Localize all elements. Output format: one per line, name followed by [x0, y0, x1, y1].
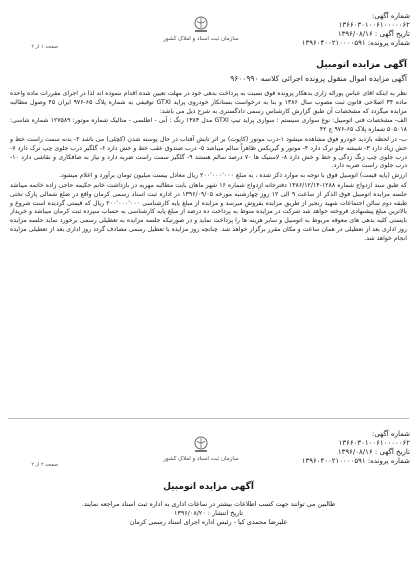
notice-title: آگهی مزایده اتومبیل [163, 482, 254, 492]
notice-date: تاریخ آگهی : ۱۳۹۶/۰۸/۱۶ [337, 448, 410, 456]
notice-number: شماره آگهی: ۱۳۶۶۰۳۰۱۰۰۶۱۰۰۰۰۰۶۲ [338, 430, 410, 447]
org-name: سازمان ثبت اسناد و املاک کشور [163, 36, 239, 42]
info-line: طالبین می توانند جهت کسب اطلاعات بیشتر در ساعات اداری به اداره ثبت اسناد مراجعه نمایند. [81, 500, 336, 508]
notice-subtitle: آگهی مزایده اموال منقول پرونده اجرائی کلاسه ۹۶۰۰۹۹۰ [230, 74, 407, 83]
emblem-icon [188, 14, 214, 36]
paragraph-auction-terms: که طبق سند ازدواج شماره ۱۲۸۸-۱۳۸۶/۱۲/۱۴ دفترخانه ازدواج شماره ۱۶ شهر ماهان بابت مطالبه مهریه در بازداشت خانم حکیمه حاجی زاده خاتمه میباشد جلسه مزایده اتومبیل فوق الذکر از ساعت ۹ الی ۱۲ روز چهارشنبه مورخه ۱۳۹۶/۰۹/۰۵ در اداره ثبت اسناد رسمی کرمان واقع در ضلع شمالی پارک تختی طبقه دوم سالن اجتماعات شهید رنجبر از طریق مزایده بفروش میرسد و مزایده از مبلغ پایه کارشناسی ۲۰۰٬۰۰۰٬۰۰۰ ریال که قیمتی گردیده است شروع و بالاترین مبلغ پیشنهادی فروخته خواهد شد شرکت در مزایده منوط به پرداخت ده درصد از مبلغ پایه کارشناسی به حساب سپرده ثبت کرمان میباشد و خریدار بایستی کلیه بدهی های معوقه مربوط به اتومبیل و سایر هزینه ها را پرداخت نماید و در صورتیکه جلسه مزایده به تعطیلی رسمی برخورد نماید جلسه مزایده روز اداری بعد از تعطیلی در همان ساعت و مکان مقرر برگزار خواهد شد. چنانچه روز مزایده با تعطیل رسمی مصادف گردد روز اداری بعد از تعطیلی مزایده انجام خواهد شد. [10, 181, 407, 242]
signature-line: علیرضا محمدی کیا - رئیس اداره اجرای اسناد رسمی کرمان [129, 518, 288, 526]
notice1-header [300, 12, 410, 48]
paragraph-specs: الف- مشخصات فنی اتومبیل: نوع سواری سیستم : سواری پراید تیپ GTXI مدل ۱۳۸۳ رنگ : آبی - اطلسی - متالیک شماره موتور: ۱۲۷۵۸۹ شماره شاسی: ۵۰۵۰۱۸ شماره پلاک ۶۵-۹۷۶ ج ۴۲ [10, 117, 407, 134]
notice2-body [10, 500, 407, 527]
notice2-header [300, 430, 410, 466]
notice-body [10, 90, 407, 410]
page-number: صفحه ۱ از ۲ [31, 44, 58, 50]
case-number: شماره پرونده: ۱۳۹۶۰۴۰۰۲۱۰۰۰۰۵۹۱ [301, 457, 410, 465]
emblem-icon [188, 434, 214, 456]
case-number: شماره پرونده: ۱۳۹۶۰۴۰۰۲۱۰۰۰۰۵۹۱ [301, 39, 410, 47]
notice-title: آگهی مزایده اتومبیل [316, 60, 407, 70]
page-number: صفحه ۲ از ۲ [31, 462, 58, 468]
paragraph-intro: نظر به اینکه آقای عباس پورآله زاری بدهکار پرونده فوق نسبت به پرداخت بدهی خود در مهلت تعیین شده اقدام ننموده اند لذا در اجرای مقررات ماده واحده ماده ۳۴ اصلاحی قانون ثبت مصوب سال ۱۳۸۶ و بنا به درخواست بستانکار خودروی پراید GTXI توقیفی به شماره پلاک ۶۵-۹۷۶ ایران ۴۵ وصول مطالبه مزایده میگردد که مشخصات آن طبق گزارش کارشناس رسمی دادگستری به شرح ذیل می باشد: [10, 90, 407, 115]
org-name: سازمان ثبت اسناد و املاک کشور [163, 456, 239, 462]
publish-date: تاریخ انتشار : ۱۳۹۶/۰۸/۲۰ [174, 509, 243, 517]
paragraph-value: ارزش (پایه قیمت) اتومبیل فوق با توجه به موارد ذکر شده ، به مبلغ ۲۰۰٬۰۰۰٬۰۰۰ ریال معادل بیست میلیون تومان برآورد و اعلام میشود. [59, 172, 407, 180]
divider [8, 418, 409, 419]
notice-number: شماره آگهی: ۱۳۶۶۰۳۰۱۰۰۶۱۰۰۰۰۰۶۲ [338, 12, 410, 29]
notice-date: تاریخ آگهی : ۱۳۹۶/۰۸/۱۶ [337, 30, 410, 38]
paragraph-condition: ب- در لحظه بازدید خودرو فوق مشاهده میشود ۱-درب موتور (کاپوت) بر اثر تابش آفتاب در حال پوسته شدن (کچلی) می باشد ۲- بدنه سمت راست خط و خش زیاد دارد ۳- شیشه جلو ترک دارد ۴- موتور و گیربکس ظاهراً سالم میباشد ۵- درب صندوق عقب خط و خش دارد ۶- گلگیر درب جلوی چپ ترک دارد ۷- درب جلوی چپ زنگ زدگی و خط و خش دارد ۸- لاستیک ها ۷۰ درصد سالم هستند ۹- گلگیر سمت راست ضربه دارد و نیاز به صافکاری و نقاشی دارد ۱۰- درب جلوی راست ضربه دارد. [10, 135, 407, 170]
